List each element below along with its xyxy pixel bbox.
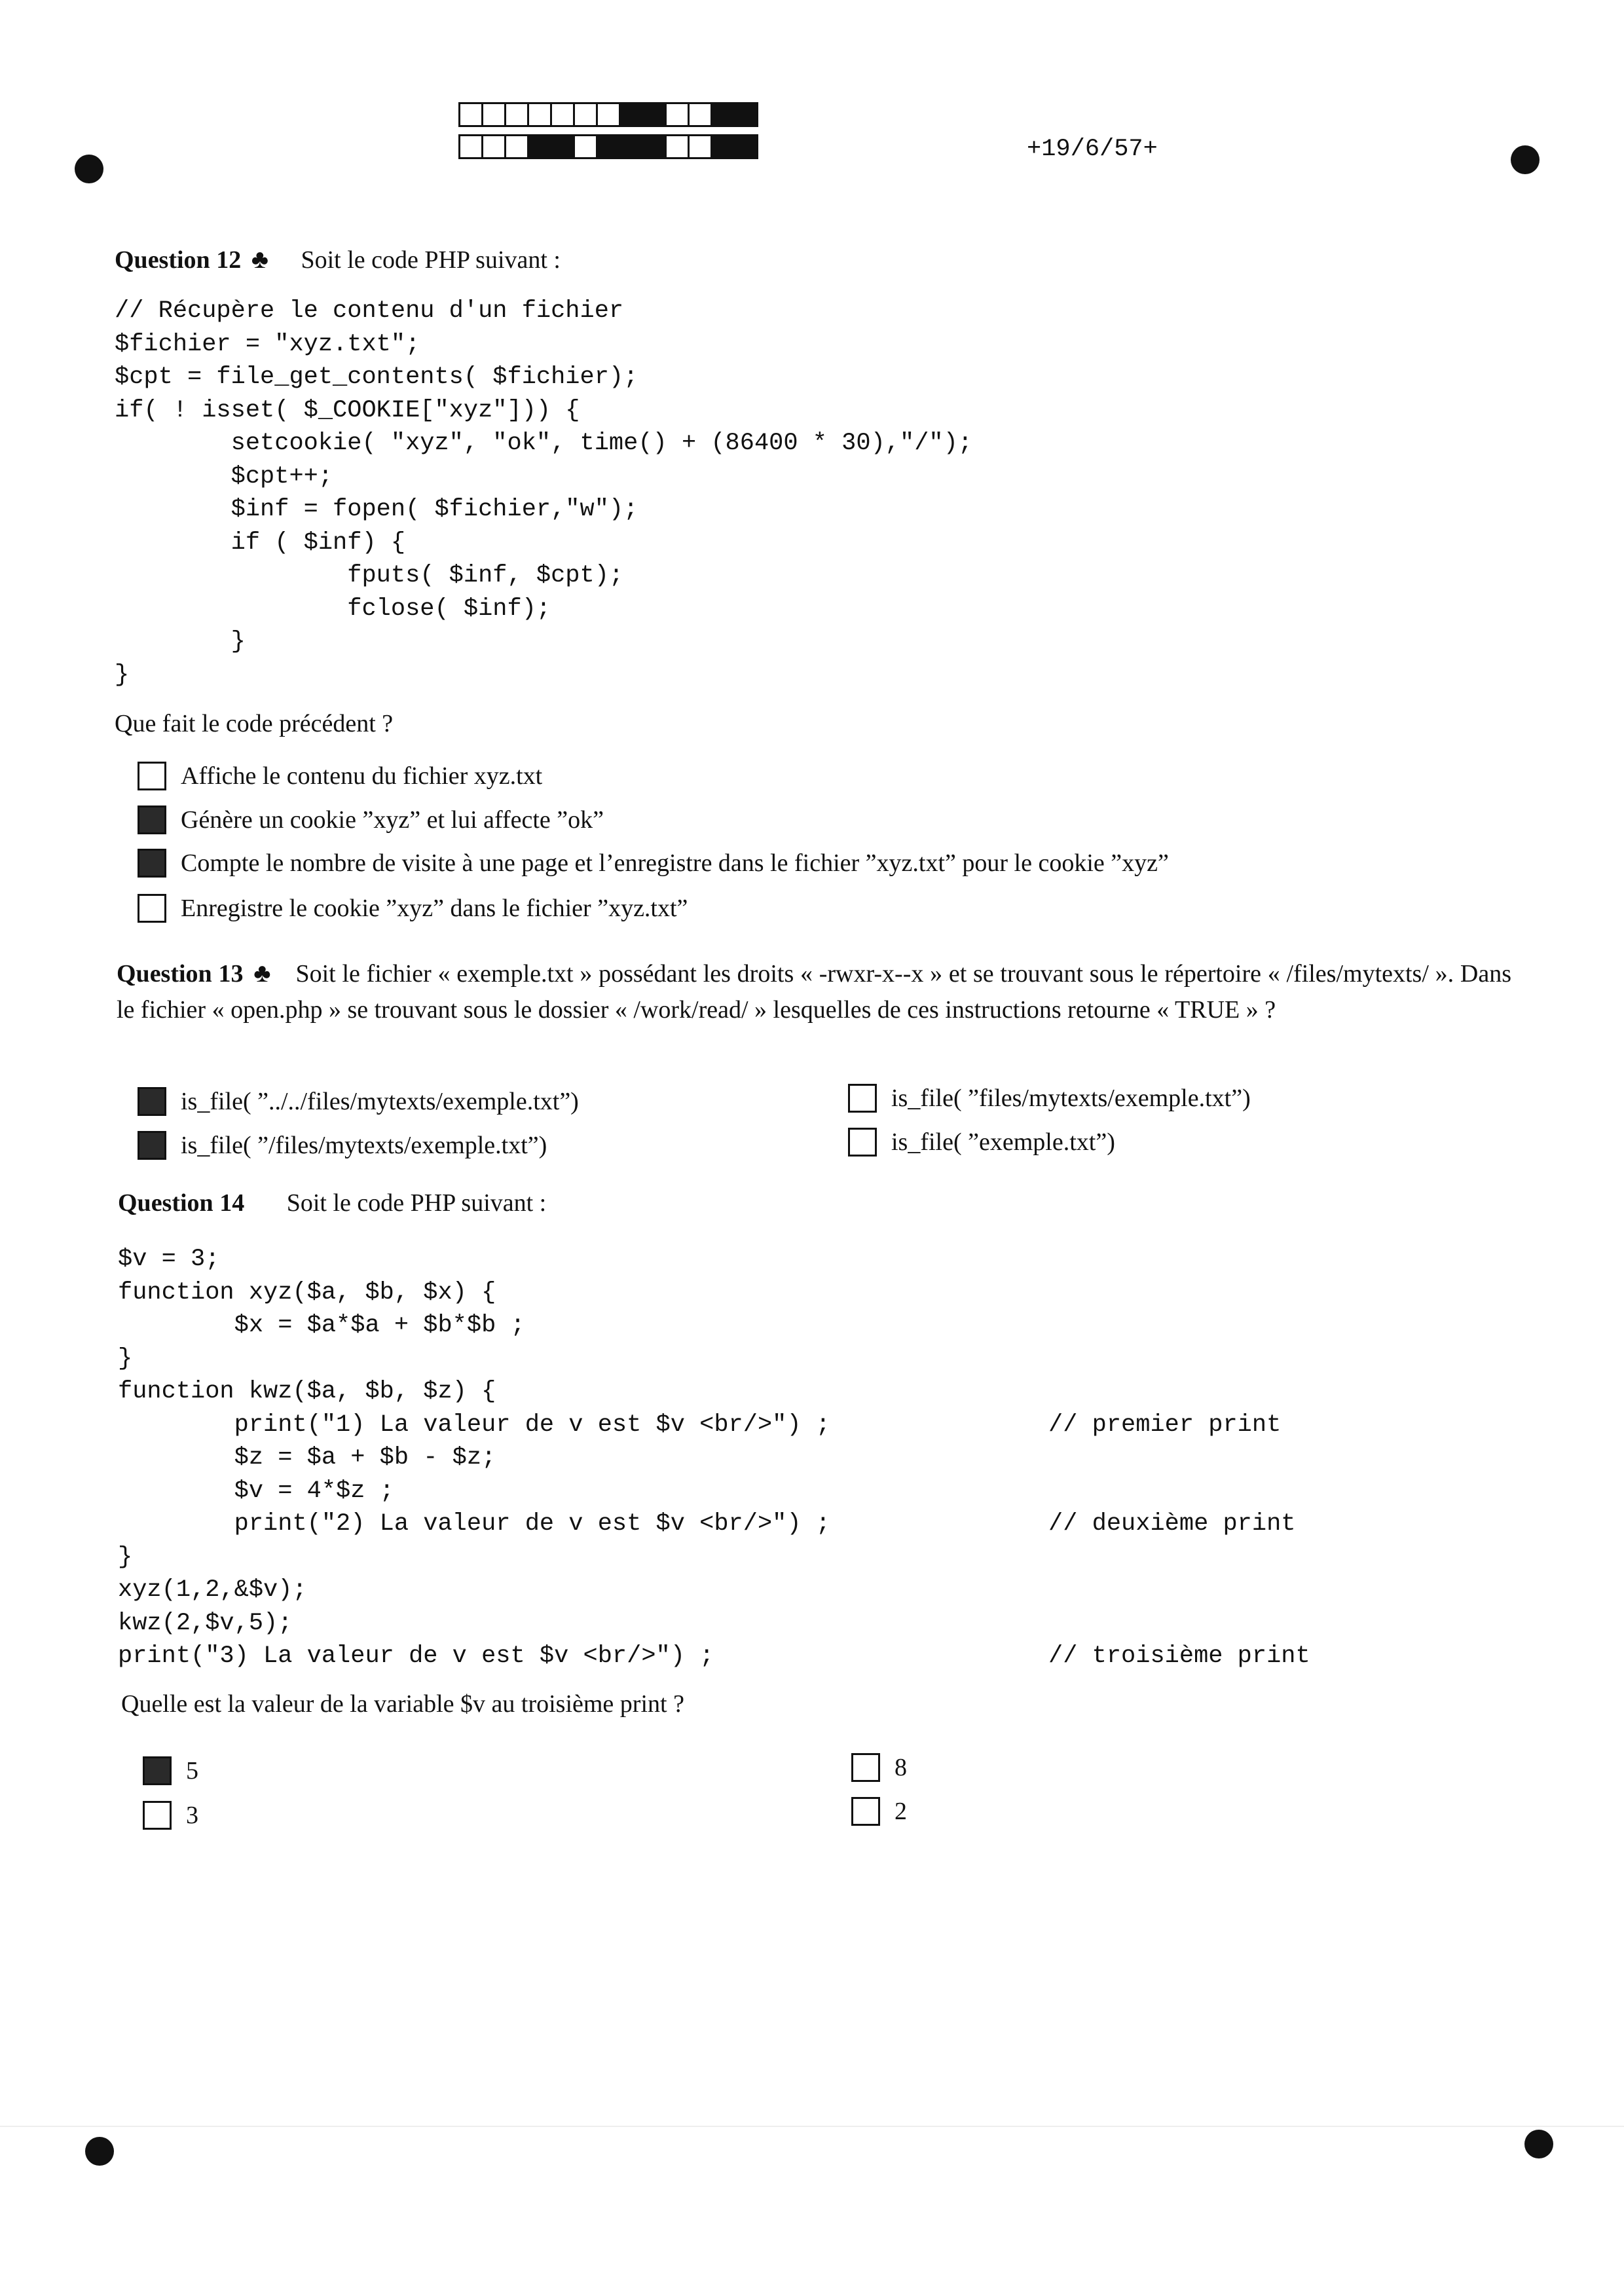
barcode-cell bbox=[573, 134, 598, 159]
choice-label: 8 bbox=[895, 1754, 907, 1781]
question-prompt: Que fait le code précédent ? bbox=[115, 710, 394, 737]
code-line: print("2) La valeur de v est $v <br/>") ; // deuxième print bbox=[118, 1510, 1296, 1538]
question-label: Question 13 bbox=[117, 960, 244, 988]
code-block-q14 bbox=[118, 1243, 1310, 1673]
question-12-header bbox=[115, 244, 561, 274]
code-line: $inf = fopen( $fichier,"w"); bbox=[115, 496, 638, 523]
question-14-header bbox=[118, 1189, 546, 1217]
registration-mark-top-right bbox=[1511, 145, 1540, 174]
answer-choice[interactable] bbox=[143, 1756, 198, 1785]
code-line: kwz(2,$v,5); bbox=[118, 1609, 293, 1637]
code-line: $v = 4*$z ; bbox=[118, 1477, 394, 1505]
answer-choice[interactable] bbox=[851, 1797, 907, 1826]
barcode-cell bbox=[596, 102, 621, 127]
answer-choice[interactable] bbox=[848, 1128, 1115, 1157]
checkbox[interactable] bbox=[143, 1801, 172, 1830]
club-icon: ♣ bbox=[251, 244, 268, 274]
answer-choice[interactable] bbox=[143, 1801, 198, 1830]
checkbox[interactable] bbox=[138, 894, 166, 923]
answer-choice[interactable] bbox=[138, 1087, 579, 1116]
scan-edge-line bbox=[0, 2126, 1624, 2127]
choice-label: 3 bbox=[186, 1802, 198, 1829]
checkbox[interactable] bbox=[138, 1087, 166, 1116]
question-intro: Soit le code PHP suivant : bbox=[301, 246, 561, 274]
checkbox[interactable] bbox=[138, 1131, 166, 1160]
barcode-cell bbox=[733, 134, 758, 159]
code-line: function xyz($a, $b, $x) { bbox=[118, 1278, 496, 1306]
choice-label: Affiche le contenu du fichier xyz.txt bbox=[181, 762, 543, 790]
checkbox[interactable] bbox=[138, 849, 166, 878]
answer-choice[interactable] bbox=[138, 849, 1169, 878]
question-label: Question 14 bbox=[118, 1189, 245, 1217]
barcode-cell bbox=[619, 102, 644, 127]
answer-choice[interactable] bbox=[851, 1753, 907, 1782]
barcode-cell bbox=[688, 102, 712, 127]
code-line: $v = 3; bbox=[118, 1246, 220, 1273]
registration-mark-bottom-right bbox=[1524, 2130, 1553, 2158]
code-line: if( ! isset( $_COOKIE["xyz"])) { bbox=[115, 396, 580, 424]
choice-label: is_file( ”exemple.txt”) bbox=[891, 1128, 1115, 1156]
barcode-cell bbox=[481, 134, 506, 159]
choice-label: 2 bbox=[895, 1798, 907, 1825]
barcode-cell bbox=[550, 102, 575, 127]
choice-label: Enregistre le cookie ”xyz” dans le fichier ”xyz.txt” bbox=[181, 895, 688, 922]
checkbox[interactable] bbox=[851, 1753, 880, 1782]
code-line: setcookie( "xyz", "ok", time() + (86400 * 30),"/"); bbox=[115, 430, 973, 457]
choice-label: is_file( ”files/mytexts/exemple.txt”) bbox=[891, 1084, 1251, 1112]
choice-label: Génère un cookie ”xyz” et lui affecte ”ok” bbox=[181, 806, 604, 834]
code-line: $cpt = file_get_contents( $fichier); bbox=[115, 363, 638, 391]
barcode-cell bbox=[619, 134, 644, 159]
checkbox[interactable] bbox=[138, 762, 166, 790]
answer-choice[interactable] bbox=[138, 1131, 547, 1160]
barcode-cell bbox=[710, 102, 735, 127]
code-line: $cpt++; bbox=[115, 462, 333, 491]
code-line: } bbox=[115, 628, 246, 656]
barcode-cell bbox=[573, 102, 598, 127]
code-line: $fichier = "xyz.txt"; bbox=[115, 330, 420, 358]
barcode-cell bbox=[688, 134, 712, 159]
checkbox[interactable] bbox=[848, 1084, 877, 1113]
barcode-cell bbox=[550, 134, 575, 159]
code-line: // Récupère le contenu d'un fichier bbox=[115, 297, 624, 325]
code-line: print("3) La valeur de v est $v <br/>") ; // troisième print bbox=[118, 1642, 1310, 1670]
question-label: Question 12 bbox=[115, 246, 242, 274]
answer-choice[interactable] bbox=[138, 894, 688, 923]
code-line: fputs( $inf, $cpt); bbox=[115, 562, 624, 589]
barcode-cell bbox=[665, 134, 690, 159]
barcode-cell bbox=[527, 102, 552, 127]
registration-mark-top-left bbox=[75, 155, 103, 183]
barcode-cell bbox=[596, 134, 621, 159]
question-intro: Soit le code PHP suivant : bbox=[286, 1189, 547, 1217]
checkbox[interactable] bbox=[848, 1128, 877, 1157]
barcode-cell bbox=[710, 134, 735, 159]
code-line: } bbox=[115, 661, 130, 689]
code-line: fclose( $inf); bbox=[115, 595, 551, 623]
code-line: xyz(1,2,&$v); bbox=[118, 1576, 307, 1604]
barcode-cell bbox=[481, 102, 506, 127]
barcode-cell bbox=[642, 102, 667, 127]
barcode-cell bbox=[458, 134, 483, 159]
checkbox[interactable] bbox=[138, 805, 166, 834]
answer-choice[interactable] bbox=[138, 805, 604, 834]
barcode-cell bbox=[504, 102, 529, 127]
question-13-text bbox=[117, 955, 1511, 1028]
code-line: $x = $a*$a + $b*$b ; bbox=[118, 1312, 525, 1339]
barcode-cell bbox=[458, 102, 483, 127]
code-line: function kwz($a, $b, $z) { bbox=[118, 1378, 496, 1405]
choice-label: is_file( ”/files/mytexts/exemple.txt”) bbox=[181, 1132, 547, 1159]
barcode-cell bbox=[504, 134, 529, 159]
answer-choice[interactable] bbox=[848, 1084, 1251, 1113]
page-code: +19/6/57+ bbox=[1027, 136, 1158, 163]
barcode-row-1 bbox=[458, 102, 756, 127]
registration-mark-bottom-left bbox=[85, 2137, 114, 2166]
barcode-cell bbox=[527, 134, 552, 159]
choice-label: 5 bbox=[186, 1757, 198, 1785]
club-icon: ♣ bbox=[253, 958, 271, 988]
code-line: } bbox=[118, 1543, 133, 1571]
code-line: print("1) La valeur de v est $v <br/>") ; // premier print bbox=[118, 1411, 1282, 1439]
code-line: if ( $inf) { bbox=[115, 528, 406, 557]
code-line: $z = $a + $b - $z; bbox=[118, 1444, 496, 1472]
barcode-row-2 bbox=[458, 134, 756, 159]
barcode-cell bbox=[733, 102, 758, 127]
question-text: Soit le fichier « exemple.txt » possédant les droits « -rwxr-x--x » et se trouvant sous le répertoire « /files/mytexts/ ». Dans le fichier « open.php » se trouvant sous le dossier « /work/read/ » lesquelles de ces instructions retourne « TRUE » ? bbox=[117, 960, 1512, 1024]
choice-label: Compte le nombre de visite à une page et l’enregistre dans le fichier ”xyz.txt” pour le cookie ”xyz” bbox=[181, 849, 1169, 877]
answer-choice[interactable] bbox=[138, 762, 542, 790]
question-prompt: Quelle est la valeur de la variable $v au troisième print ? bbox=[121, 1690, 684, 1718]
barcode-cell bbox=[665, 102, 690, 127]
choice-label: is_file( ”../../files/mytexts/exemple.txt”) bbox=[181, 1088, 579, 1115]
code-line: } bbox=[118, 1344, 133, 1373]
checkbox[interactable] bbox=[851, 1797, 880, 1826]
checkbox[interactable] bbox=[143, 1756, 172, 1785]
barcode-cell bbox=[642, 134, 667, 159]
code-block-q12 bbox=[115, 295, 972, 692]
